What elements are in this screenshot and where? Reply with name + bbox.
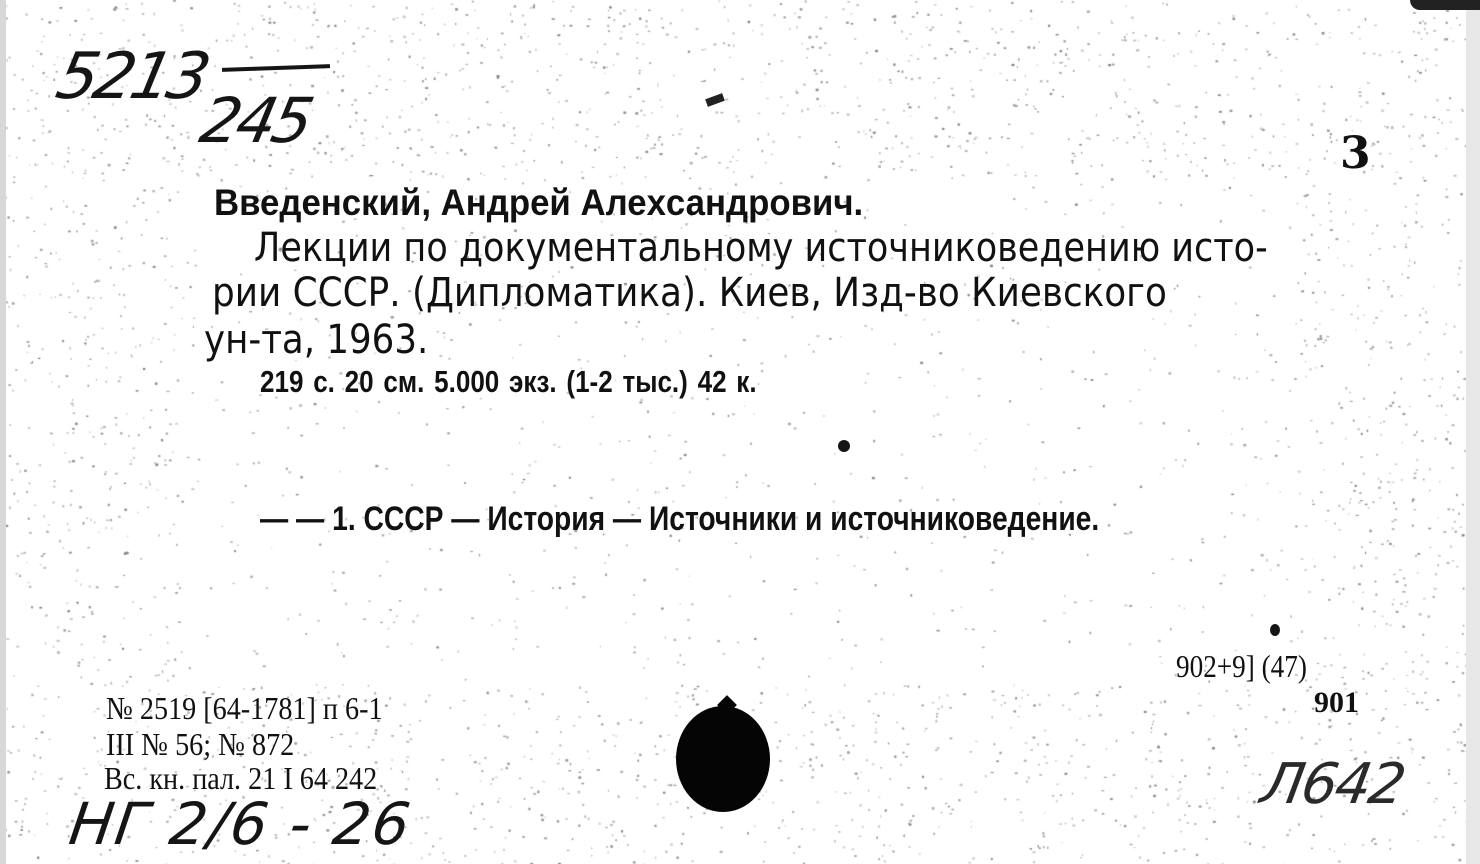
title-line: рии СССР. (Дипломатика). Киев, Изд-во Киевского [212, 270, 1167, 316]
inventory-mark-handwritten: Л642 [1256, 752, 1409, 817]
registration-line: Вс. кн. пал. 21 I 64 242 [104, 760, 378, 796]
card-number: 3 [1340, 128, 1371, 179]
registration-line: III № 56; № 872 [106, 726, 295, 762]
author-heading: Введенский, Андрей Алеxсандрович. [214, 182, 864, 223]
subject-heading: — — 1. СССР — История — Источники и источниковедение. [260, 500, 1100, 538]
ink-dot [838, 440, 850, 452]
classification-index: 902+9] (47) [1176, 648, 1307, 684]
registration-line: № 2519 [64-1781] п 6-1 [106, 690, 383, 726]
title-line: Лекции по документальному источниковедению исто- [254, 225, 1268, 271]
shelfmark-handwritten: 5213 [50, 40, 213, 114]
shelfmark-bottom-handwritten: НГ 2/6 - 26 [65, 790, 417, 858]
punch-hole [676, 706, 770, 812]
title-line: ун-та, 1963. [204, 317, 429, 363]
collation-line: 219 с. 20 см. 5.000 экз. (1-2 тыс.) 42 к. [260, 364, 757, 399]
classification-index-secondary: 901 [1314, 686, 1359, 719]
card-edge-right [1466, 0, 1480, 864]
card-corner [1410, 0, 1480, 10]
card-edge-left [0, 0, 6, 864]
shelfmark-sub-handwritten: 245 [194, 84, 317, 157]
ink-dot [1270, 624, 1280, 636]
